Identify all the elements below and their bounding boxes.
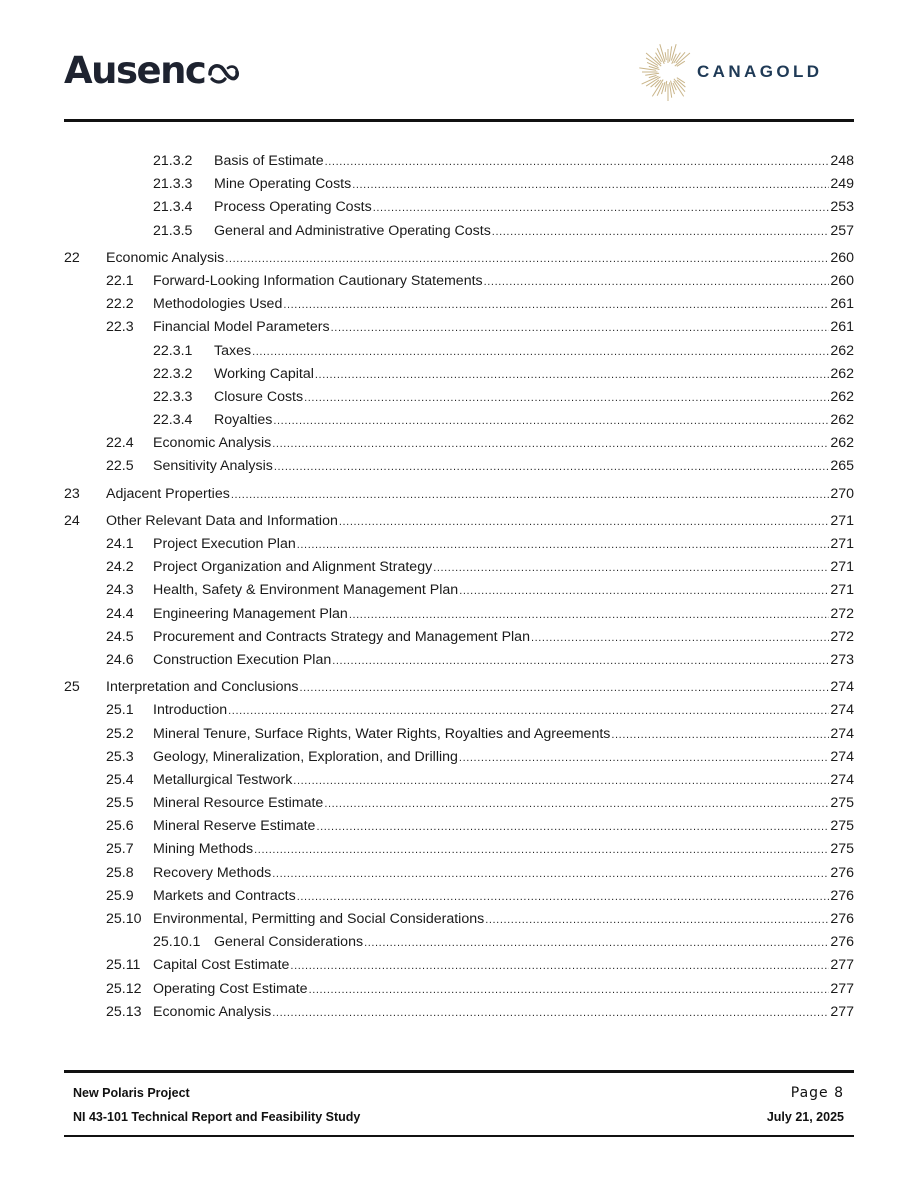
sunburst-ray <box>665 52 666 60</box>
toc-dot-leader <box>272 433 829 456</box>
toc-entry-title: Working Capital <box>214 365 314 382</box>
toc-entry-title: Process Operating Costs <box>214 199 372 216</box>
toc-entry[interactable] <box>64 603 854 626</box>
footer-page-number: Page 8 <box>790 1085 844 1101</box>
toc-dot-leader <box>611 724 829 747</box>
toc-entry-page: 265 <box>830 458 854 475</box>
toc-entry-number: 25.12 <box>106 980 142 997</box>
footer-rule-top <box>64 1070 854 1073</box>
toc-entry-number: 25 <box>64 679 80 696</box>
footer-rule-bottom <box>64 1135 854 1137</box>
toc-entry-number: 22.4 <box>106 435 134 452</box>
toc-entry-title: Markets and Contracts <box>153 887 296 904</box>
toc-dot-leader <box>272 1002 829 1025</box>
toc-entry-page: 272 <box>830 605 854 622</box>
toc-entry-page: 271 <box>830 536 854 552</box>
toc-entry[interactable] <box>64 723 854 746</box>
toc-entry-title: Health, Safety & Environment Management Plan <box>153 582 459 599</box>
toc-entry-number: 22.1 <box>106 272 134 289</box>
toc-entry-number: 23 <box>64 485 80 502</box>
toc-entry-number: 22 <box>64 249 80 266</box>
toc-entry[interactable] <box>64 483 854 506</box>
toc-entry-number: 21.3.2 <box>153 153 193 169</box>
toc-dot-leader <box>225 248 829 271</box>
toc-entry-page: 276 <box>830 911 854 927</box>
toc-entry-number: 25.8 <box>106 864 134 881</box>
toc-dot-leader <box>228 700 829 723</box>
toc-entry[interactable] <box>64 699 854 722</box>
toc-entry-page: 274 <box>830 702 854 719</box>
toc-entry-number: 21.3.5 <box>153 222 193 239</box>
toc-entry-page: 277 <box>830 1003 854 1020</box>
toc-entry-number: 25.6 <box>106 818 134 835</box>
toc-dot-leader <box>485 909 829 932</box>
toc-entry-page: 262 <box>830 365 854 382</box>
toc-entry-title: Construction Execution Plan <box>153 651 332 668</box>
toc-entry-title: Environmental, Permitting and Social Considerations <box>153 911 485 927</box>
toc-entry[interactable] <box>64 455 854 478</box>
toc-entry-title: Sensitivity Analysis <box>153 458 273 475</box>
toc-entry-title: Mining Methods <box>153 841 254 858</box>
toc-entry-title: Capital Cost Estimate <box>153 957 290 974</box>
ausenco-logo-text: Ausenc <box>64 49 206 92</box>
toc-dot-leader <box>352 174 829 197</box>
toc-entry-page: 248 <box>830 153 854 169</box>
ausenco-swirl-icon <box>206 61 240 87</box>
toc-entry[interactable] <box>64 340 854 363</box>
toc-entry-page: 253 <box>830 199 854 216</box>
toc-entry-number: 21.3.4 <box>153 199 193 216</box>
sunburst-icon <box>636 40 700 104</box>
toc-entry-title: Metallurgical Testwork <box>153 771 293 788</box>
toc-dot-leader <box>325 151 830 174</box>
toc-entry[interactable] <box>64 676 854 699</box>
toc-entry-title: Basis of Estimate <box>214 153 324 169</box>
toc-entry-number: 22.2 <box>106 296 134 313</box>
toc-entry-page: 277 <box>830 980 854 997</box>
toc-entry[interactable] <box>64 862 854 885</box>
toc-entry[interactable] <box>64 316 854 339</box>
toc-entry-title: Mine Operating Costs <box>214 176 352 193</box>
toc-entry-page: 257 <box>830 222 854 239</box>
toc-entry-page: 249 <box>830 176 854 193</box>
toc-dot-leader <box>339 511 829 534</box>
toc-entry[interactable] <box>64 386 854 409</box>
toc-entry-title: Recovery Methods <box>153 864 272 881</box>
toc-entry-number: 22.3 <box>106 319 134 336</box>
toc-entry[interactable] <box>64 815 854 838</box>
toc-entry-title: Closure Costs <box>214 388 304 405</box>
canagold-logo-text: CANAGOLD <box>697 62 823 81</box>
toc-entry-title: General Considerations <box>214 934 364 951</box>
toc-dot-leader <box>459 747 829 770</box>
toc-entry-page: 271 <box>830 512 854 529</box>
toc-entry[interactable] <box>64 293 854 316</box>
toc-entry-page: 272 <box>830 628 854 645</box>
toc-dot-leader <box>272 863 829 886</box>
toc-entry-title: Project Execution Plan <box>153 536 296 552</box>
canagold-logo <box>636 40 851 104</box>
toc-entry[interactable] <box>64 510 854 533</box>
toc-entry[interactable] <box>64 196 854 219</box>
toc-entry[interactable] <box>64 931 854 954</box>
toc-entry-number: 22.3.4 <box>153 412 193 429</box>
toc-entry[interactable] <box>64 838 854 861</box>
toc-entry-number: 21.3.3 <box>153 176 193 193</box>
toc-dot-leader <box>297 534 830 557</box>
toc-entry[interactable] <box>64 409 854 432</box>
toc-entry-title: Financial Model Parameters <box>153 319 330 336</box>
header-rule <box>64 119 854 122</box>
toc-entry-page: 262 <box>830 388 854 405</box>
toc-entry-title: Project Organization and Alignment Strategy <box>153 559 433 576</box>
toc-entry[interactable] <box>64 270 854 293</box>
footer-date: July 21, 2025 <box>766 1110 844 1124</box>
toc-dot-leader <box>373 197 830 220</box>
toc-entry[interactable] <box>64 908 854 931</box>
toc-entry-number: 25.11 <box>106 957 141 974</box>
toc-dot-leader <box>297 886 830 909</box>
toc-dot-leader <box>349 604 830 627</box>
toc-entry-page: 274 <box>830 771 854 788</box>
toc-entry-number: 24.3 <box>106 582 134 599</box>
toc-entry-page: 275 <box>830 841 854 858</box>
toc-dot-leader <box>293 770 829 793</box>
toc-dot-leader <box>316 816 829 839</box>
toc-entry-title: Forward-Looking Information Cautionary Statements <box>153 272 483 289</box>
toc-entry[interactable] <box>64 769 854 792</box>
toc-dot-leader <box>484 271 830 294</box>
toc-entry-page: 260 <box>830 272 854 289</box>
toc-entry-title: Economic Analysis <box>153 1003 272 1020</box>
toc-entry-title: Engineering Management Plan <box>153 605 348 622</box>
toc-entry-page: 274 <box>830 725 854 742</box>
toc-entry-number: 25.7 <box>106 841 134 858</box>
toc-entry[interactable] <box>64 173 854 196</box>
toc-dot-leader <box>364 932 829 955</box>
sunburst-ray <box>645 73 659 75</box>
toc-entry-title: Economic Analysis <box>153 435 272 452</box>
toc-dot-leader <box>459 580 829 603</box>
toc-entry-number: 24.6 <box>106 651 134 668</box>
toc-dot-leader <box>254 839 829 862</box>
footer-report-title: NI 43-101 Technical Report and Feasibility Study <box>73 1110 361 1124</box>
toc-entry-page: 261 <box>830 319 854 336</box>
toc-dot-leader <box>332 650 829 673</box>
toc-dot-leader <box>324 793 829 816</box>
toc-dot-leader <box>274 456 829 479</box>
toc-dot-leader <box>252 341 829 364</box>
toc-entry-title: Mineral Tenure, Surface Rights, Water Rights, Royalties and Agreements <box>153 725 611 742</box>
toc-dot-leader <box>231 484 830 507</box>
toc-dot-leader <box>304 387 829 410</box>
toc-entry-page: 276 <box>830 934 854 951</box>
toc-entry-page: 262 <box>830 435 854 452</box>
toc-entry[interactable] <box>64 247 854 270</box>
toc-entry-title: Geology, Mineralization, Exploration, and Drilling <box>153 748 458 765</box>
toc-entry-title: Other Relevant Data and Information <box>106 512 338 529</box>
toc-dot-leader <box>315 364 829 387</box>
toc-entry-title: Economic Analysis <box>106 249 225 266</box>
toc-entry[interactable] <box>64 746 854 769</box>
toc-entry-title: Interpretation and Conclusions <box>106 679 299 696</box>
toc-entry-page: 262 <box>830 342 854 359</box>
toc-entry-number: 24.1 <box>106 536 134 552</box>
toc-entry-page: 271 <box>830 559 854 576</box>
toc-entry-page: 275 <box>830 818 854 835</box>
toc-entry-number: 25.1 <box>106 702 134 719</box>
toc-entry[interactable] <box>64 150 854 173</box>
toc-entry-page: 275 <box>830 795 854 812</box>
toc-entry-title: Taxes <box>214 342 252 359</box>
toc-entry[interactable] <box>64 579 854 602</box>
toc-entry-title: Mineral Resource Estimate <box>153 795 324 812</box>
toc-entry[interactable] <box>64 978 854 1001</box>
toc-entry-number: 25.10.1 <box>153 934 201 951</box>
toc-dot-leader <box>299 677 829 700</box>
toc-entry-title: Royalties <box>214 412 273 429</box>
toc-entry-page: 274 <box>830 679 854 696</box>
toc-dot-leader <box>433 557 829 580</box>
toc-entry-page: 277 <box>830 957 854 974</box>
toc-dot-leader <box>309 979 830 1002</box>
toc-entry-number: 22.3.3 <box>153 388 193 405</box>
toc-entry-title: Operating Cost Estimate <box>153 980 308 997</box>
toc-entry-title: Methodologies Used <box>153 296 283 313</box>
toc-entry-page: 270 <box>830 485 854 502</box>
toc-entry-page: 262 <box>830 412 854 429</box>
toc-entry-page: 274 <box>830 748 854 765</box>
toc-dot-leader <box>492 221 830 244</box>
toc-dot-leader <box>331 317 830 340</box>
toc-entry[interactable] <box>64 792 854 815</box>
toc-entry-number: 24.2 <box>106 559 134 576</box>
toc-entry[interactable] <box>64 1001 854 1024</box>
toc-dot-leader <box>290 955 829 978</box>
toc-entry[interactable] <box>64 649 854 672</box>
toc-entry-number: 22.5 <box>106 458 134 475</box>
toc-entry[interactable] <box>64 432 854 455</box>
toc-entry-number: 25.9 <box>106 887 134 904</box>
toc-entry[interactable] <box>64 626 854 649</box>
toc-dot-leader <box>283 294 829 317</box>
toc-entry-number: 24.5 <box>106 628 134 645</box>
toc-dot-leader <box>273 410 829 433</box>
toc-entry-title: Mineral Reserve Estimate <box>153 818 316 835</box>
toc-entry-number: 22.3.1 <box>153 342 193 359</box>
toc-entry[interactable] <box>64 533 854 556</box>
toc-entry[interactable] <box>64 556 854 579</box>
toc-entry-page: 261 <box>830 296 854 313</box>
toc-entry-number: 25.5 <box>106 795 134 812</box>
ausenco-logo <box>64 49 240 92</box>
toc-dot-leader <box>531 627 829 650</box>
toc-entry-number: 25.4 <box>106 771 134 788</box>
table-of-contents <box>64 150 854 1024</box>
toc-entry-number: 24 <box>64 512 80 529</box>
toc-entry-page: 276 <box>830 864 854 881</box>
toc-entry[interactable] <box>64 885 854 908</box>
toc-entry-page: 260 <box>830 249 854 266</box>
toc-entry-title: Procurement and Contracts Strategy and Management Plan <box>153 628 530 645</box>
toc-entry-page: 273 <box>830 651 854 668</box>
toc-entry-page: 271 <box>830 582 854 599</box>
toc-entry-number: 25.13 <box>106 1003 142 1020</box>
toc-entry-title: Adjacent Properties <box>106 485 230 502</box>
toc-entry-number: 22.3.2 <box>153 365 193 382</box>
footer-project: New Polaris Project <box>73 1086 190 1100</box>
toc-entry[interactable] <box>64 954 854 977</box>
toc-entry-number: 25.3 <box>106 748 134 765</box>
toc-entry-title: Introduction <box>153 702 228 719</box>
toc-entry-number: 25.2 <box>106 725 134 742</box>
toc-entry-title: General and Administrative Operating Costs <box>214 222 491 239</box>
toc-entry[interactable] <box>64 220 854 243</box>
toc-entry-page: 276 <box>830 887 854 904</box>
toc-entry[interactable] <box>64 363 854 386</box>
toc-entry-number: 25.10 <box>106 911 142 927</box>
toc-entry-number: 24.4 <box>106 605 134 622</box>
